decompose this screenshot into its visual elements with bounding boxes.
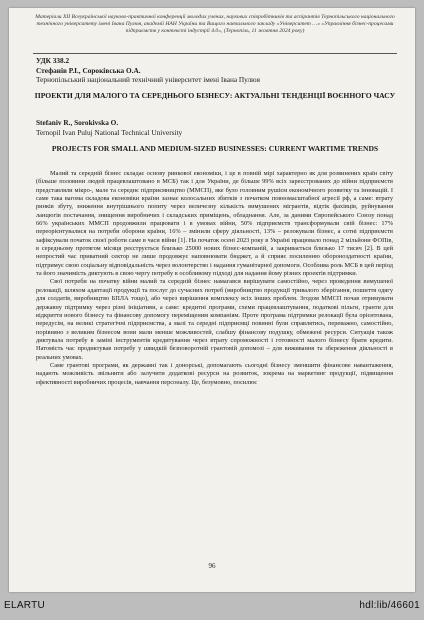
authors-ua: Стефанів Р.І., Сороківська О.А. xyxy=(36,66,141,75)
header-rule xyxy=(33,53,397,54)
udk-code: УДК 338.2 xyxy=(36,56,70,65)
affiliation-en: Ternopil Ivan Puluj National Technical University xyxy=(36,128,183,137)
authors-en: Stefaniv R., Sorokivska O. xyxy=(36,118,119,127)
title-ua: ПРОЕКТИ ДЛЯ МАЛОГО ТА СЕРЕДНЬОГО БІЗНЕСУ: АКТУАЛЬНІ ТЕНДЕНЦІЇ ВОЄННОГО ЧАСУ xyxy=(34,91,396,100)
article-body xyxy=(36,170,393,387)
paragraph: Малий та середній бізнес складає основу ринкової економіки, і це в повній мірі характерно як для розвинених країн світу (більше половини людей працевлаштовано в МСБ) так і для України, де більше 99% всіх зареєстрованих до війни підприємств представляли мікро-, мале та середнє підприємництво (ММСП), яке було головним рушієм економічного розвитку та інновацій. І саме така вагома складова економіки країни зазнає колосальних збитків з початком повномасштабної агресії рф, а саме: втрату ринків збуту, зниження внутрішнього попиту через величезну кількість вимушених мігрантів, відтік фахівців, руйнування ланцюгів постачання, знищення виробничих і складських приміщень, обладнання. Але, за даними Європейського Союзу понад 66% українських ММСП продовжили працювати і в умовах війни, 50% підприємств трансформували свій бізнес: 17% переорієнтувалися на потреби оборони країни, 16% – змінили сферу діяльності, 13% – релокували бізнес, а сотні підприємств зафіксували початок своєї роботи саме в часи війни [1]. На початок осені 2023 року в Україні працювало понад 2 мільйони ФОПів, в середньому протягом місяця реєструється близько 25000 нових бізнес-компаній, а закривається близько 17 тисяч [2]. В цей непростий час приватний сектор не лише продовжує наповнювати бюджет, а й сприяє посиленню обороноздатності країни, підтримує свою соціальну відповідальність через волонтерство і надання гуманітарної допомоги. Особлива роль МСБ в цей період та його значимість диктують в свою чергу потребу в особливому підході для надання йому різних проектів підтримки. xyxy=(36,170,393,278)
paragraph: Саме грантові програми, як державні так і донорські, допомагають сьогодні бізнесу зменшити фінансове навантаження, надають можливість звільнити або залучити додаткові ресурси на розвиток, зокрема на маркетинг продукції, підвищення ефективності виробничих процесів, навчання персоналу. Це, безумовно, посилює xyxy=(36,361,393,386)
footer-handle: hdl:lib/46601 xyxy=(359,600,420,611)
conference-header: Матеріали XII Всеукраїнської науково-практичної конференції молодих учених, наукових співробітників та аспірантів Тернопільського національного технічного університету імені Івана Пулюя, академії НАН України та Вищого навчального закладу «Університет …» «Управління бізнес-процесами підприємств у контексті індустрії 4.0», (Тернопіль, 11 жовтня 2024 року) xyxy=(35,14,395,34)
paragraph: Свої потреби на початку війни малий та середній бізнес намагався вирішувати самостійно, через проведення вимушеної релокації, шляхом адаптації продукції та послуг до сучасних потреб (виробництво продукції тривалого зберігання, пошиття одягу для солдатів, виробництво БПЛА тощо), або через вирішення комплексу всіх інших проблем. Згодом ММСП почав отримувати державну підтримку через різні ініціативи, а саме: кредитні програми, схеми працевлаштування, податкові пільги, гранти для відкриття нового бізнесу та фінансову допомогу переміщеним компаніям. Проте програма підтримки релокації була орієнтована, передусім, на великі стратегічні підприємства, а малі та середні підприємці повинні були справлятись, переважно, самостійно, порівняно з великим бізнесом вони мали менше можливостей, слабшу фінансову подушку, обмежені ресурси. Ситуація також диктувала потребу в заміні інструментів кредитування через втрату спроможності і готовності малого бізнесу брати кредити. Натомість час продиктував потребу у швидкій безповоротній грантовій допомозі – для виживання та збереження діяльності в реальних умовах. xyxy=(36,278,393,361)
footer-repository-label: ELARTU xyxy=(4,600,46,611)
page-number: 96 xyxy=(208,562,216,570)
affiliation-ua: Тернопільський національний технічний університет імені Івана Пулюя xyxy=(36,75,260,84)
document-page xyxy=(9,8,415,592)
title-en: PROJECTS FOR SMALL AND MEDIUM-SIZED BUSINESSES: CURRENT WARTIME TRENDS xyxy=(51,144,379,153)
